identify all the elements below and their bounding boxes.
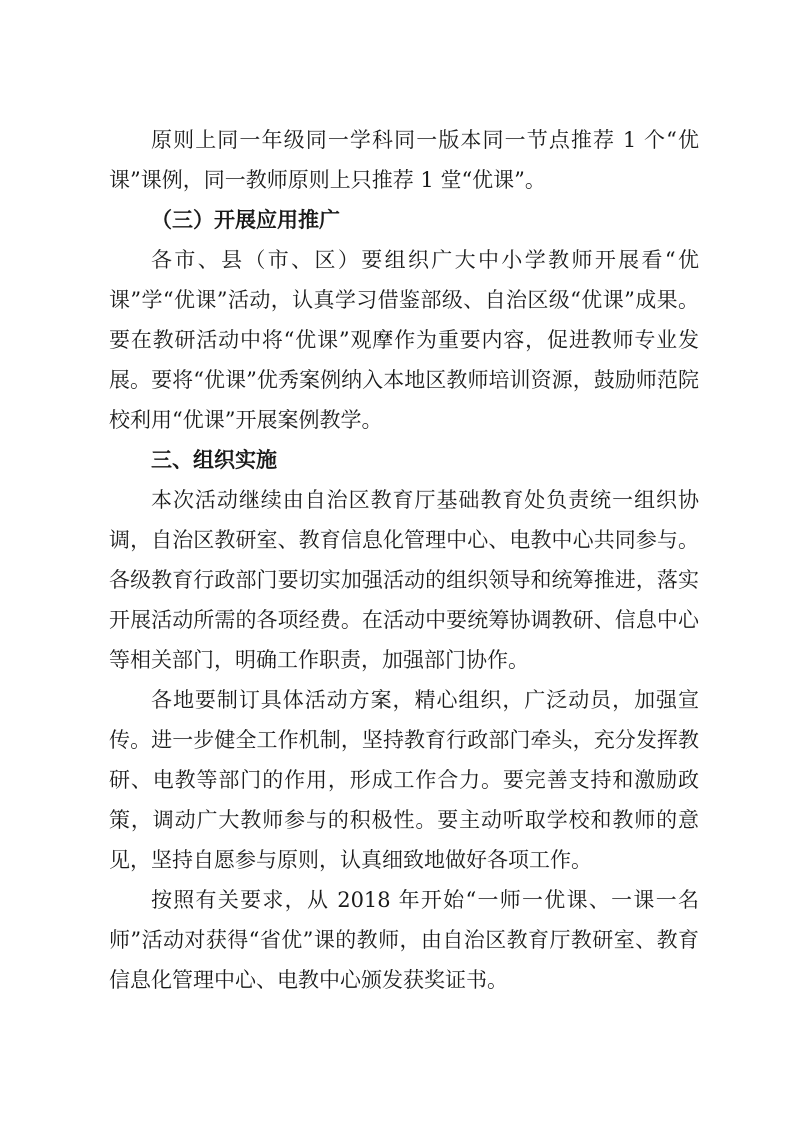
paragraph-organization-3: 按照有关要求，从 2018 年开始“一师一优课、一课一名师”活动对获得“省优”课的教师，由自治区教育厅教研室、教育信息化管理中心、电教中心颁发获奖证书。 — [109, 888, 699, 992]
subheading-promotion: （三）开展应用推广 — [151, 208, 340, 232]
paragraph-organization-2: 各地要制订具体活动方案，精心组织，广泛动员，加强宣传。进一步健全工作机制，坚持教育行政部门牵头，充分发挥教研、电教等部门的作用，形成工作合力。要完善支持和激励政策，调动广大教师参与的积极性。要主动听取学校和教师的意见，坚持自愿参与原则，认真细致地做好各项工作。 — [109, 688, 699, 872]
document-body — [109, 120, 699, 1000]
paragraph-intro: 原则上同一年级同一学科同一版本同一节点推荐 1 个“优课”课例，同一教师原则上只推荐 1 堂“优课”。 — [109, 128, 699, 192]
paragraph-organization-1: 本次活动继续由自治区教育厅基础教育处负责统一组织协调，自治区教研室、教育信息化管理中心、电教中心共同参与。各级教育行政部门要切实加强活动的组织领导和统筹推进，落实开展活动所需的各项经费。在活动中要统筹协调教研、信息中心等相关部门，明确工作职责，加强部门协作。 — [109, 488, 699, 672]
paragraph-promotion: 各市、县（市、区）要组织广大中小学教师开展看“优课”学“优课”活动，认真学习借鉴部级、自治区级“优课”成果。要在教研活动中将“优课”观摩作为重要内容，促进教师专业发展。要将“优课”优秀案例纳入本地区教师培训资源，鼓励师范院校利用“优课”开展案例教学。 — [109, 248, 699, 432]
section-heading-organization: 三、组织实施 — [151, 448, 277, 472]
